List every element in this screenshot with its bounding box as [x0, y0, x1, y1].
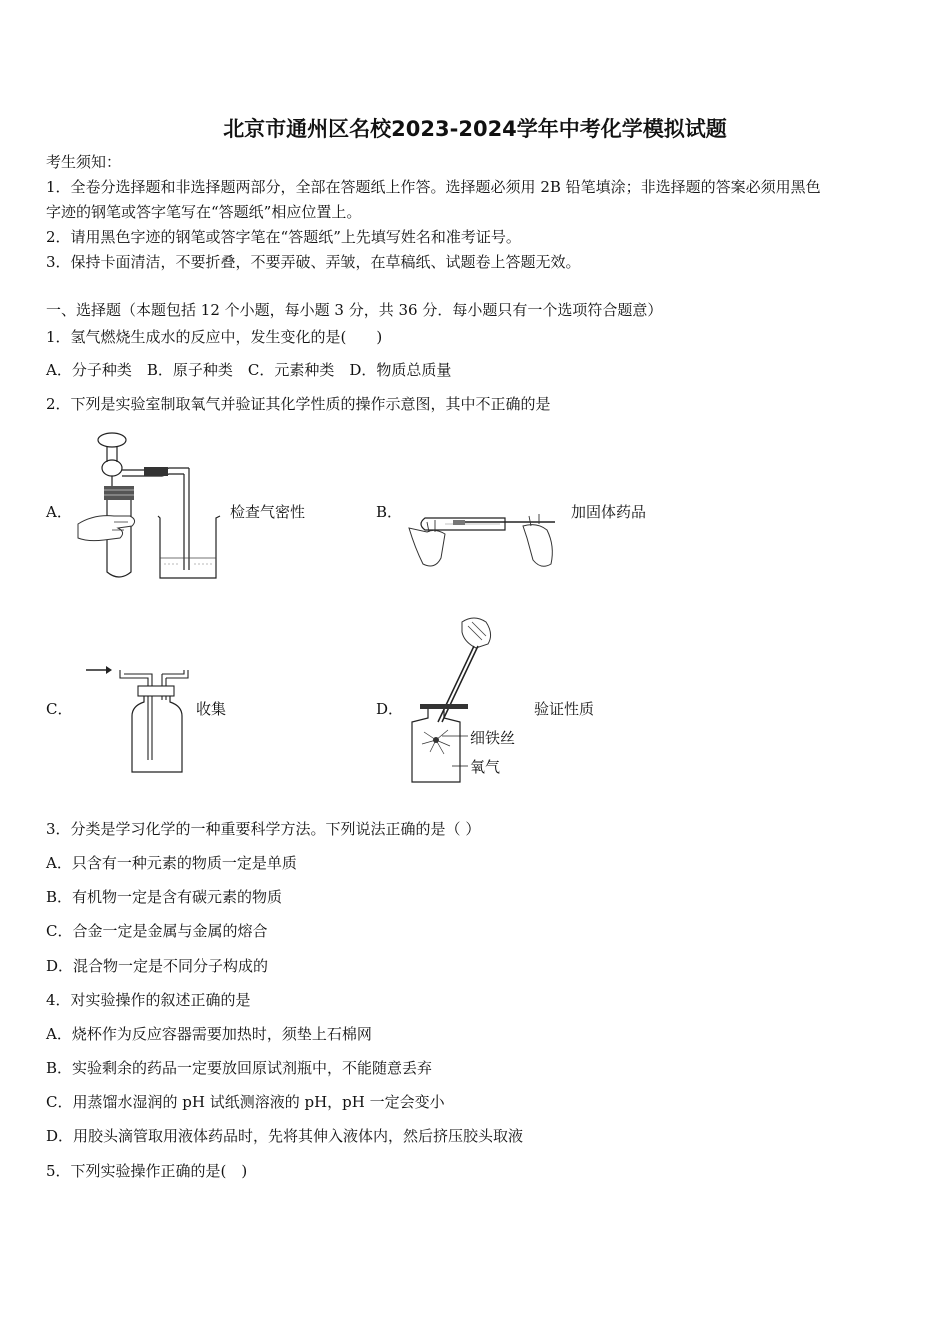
label-iron-wire: 细铁丝: [470, 729, 516, 747]
q4-option-a: A．烧杯作为反应容器需要加热时，须垫上石棉网: [46, 1025, 372, 1043]
q3-stem: 3．分类是学习化学的一种重要科学方法。下列说法正确的是（ ）: [46, 820, 481, 838]
q2-option-c-caption: 收集: [196, 700, 227, 718]
notice-heading: 考生须知：: [46, 153, 122, 171]
label-oxygen: 氧气: [470, 758, 501, 776]
q4-option-d: D．用胶头滴管取用液体药品时，先将其伸入液体内，然后挤压胶头取液: [46, 1127, 524, 1145]
q2-stem: 2．下列是实验室制取氧气并验证其化学性质的操作示意图，其中不正确的是: [46, 395, 551, 413]
airtightness-check-figure: [74, 430, 224, 582]
q5-stem: 5．下列实验操作正确的是( ): [46, 1162, 248, 1180]
notice-line-1a: 1．全卷分选择题和非选择题两部分，全部在答题纸上作答。选择题必须用 2B 铅笔填涂；非选择题的答案必须用黑色: [46, 178, 821, 196]
q2-option-a-caption: 检查气密性: [230, 503, 306, 521]
q2-option-a-letter: A．: [46, 503, 72, 521]
gas-collection-figure: [82, 660, 194, 776]
q3-option-a: A．只含有一种元素的物质一定是单质: [46, 854, 297, 872]
add-solid-reagent-figure: [405, 498, 565, 574]
q4-stem: 4．对实验操作的叙述正确的是: [46, 991, 251, 1009]
q1-stem: 1．氢气燃烧生成水的反应中，发生变化的是( ): [46, 328, 383, 346]
q2-option-d-caption: 验证性质: [534, 700, 595, 718]
iron-wire-combustion-figure: [402, 612, 532, 784]
q3-option-d: D．混合物一定是不同分子构成的: [46, 957, 269, 975]
q3-option-b: B．有机物一定是含有碳元素的物质: [46, 888, 283, 906]
page-title: 北京市通州区名校2023-2024学年中考化学模拟试题: [223, 117, 727, 141]
q4-option-c: C．用蒸馏水湿润的 pH 试纸测溶液的 pH，pH 一定会变小: [46, 1093, 445, 1111]
q2-option-c-letter: C．: [46, 700, 73, 718]
notice-line-2: 2．请用黑色字迹的钢笔或答字笔在“答题纸”上先填写姓名和准考证号。: [46, 228, 521, 246]
q2-option-b-caption: 加固体药品: [571, 503, 647, 521]
q4-option-b: B．实验剩余的药品一定要放回原试剂瓶中，不能随意丢弃: [46, 1059, 433, 1077]
q2-option-d-letter: D．: [376, 700, 404, 718]
notice-line-3: 3．保持卡面清洁，不要折叠，不要弄破、弄皱，在草稿纸、试题卷上答题无效。: [46, 253, 581, 271]
q1-options: A．分子种类 B．原子种类 C．元素种类 D．物质总质量: [46, 361, 452, 379]
section-heading: 一、选择题（本题包括 12 个小题，每小题 3 分，共 36 分．每小题只有一个选项符合题意）: [46, 301, 663, 319]
q3-option-c: C．合金一定是金属与金属的熔合: [46, 922, 268, 940]
q2-option-b-letter: B．: [376, 503, 403, 521]
notice-line-1b: 字迹的钢笔或答字笔写在“答题纸”相应位置上。: [46, 203, 362, 221]
